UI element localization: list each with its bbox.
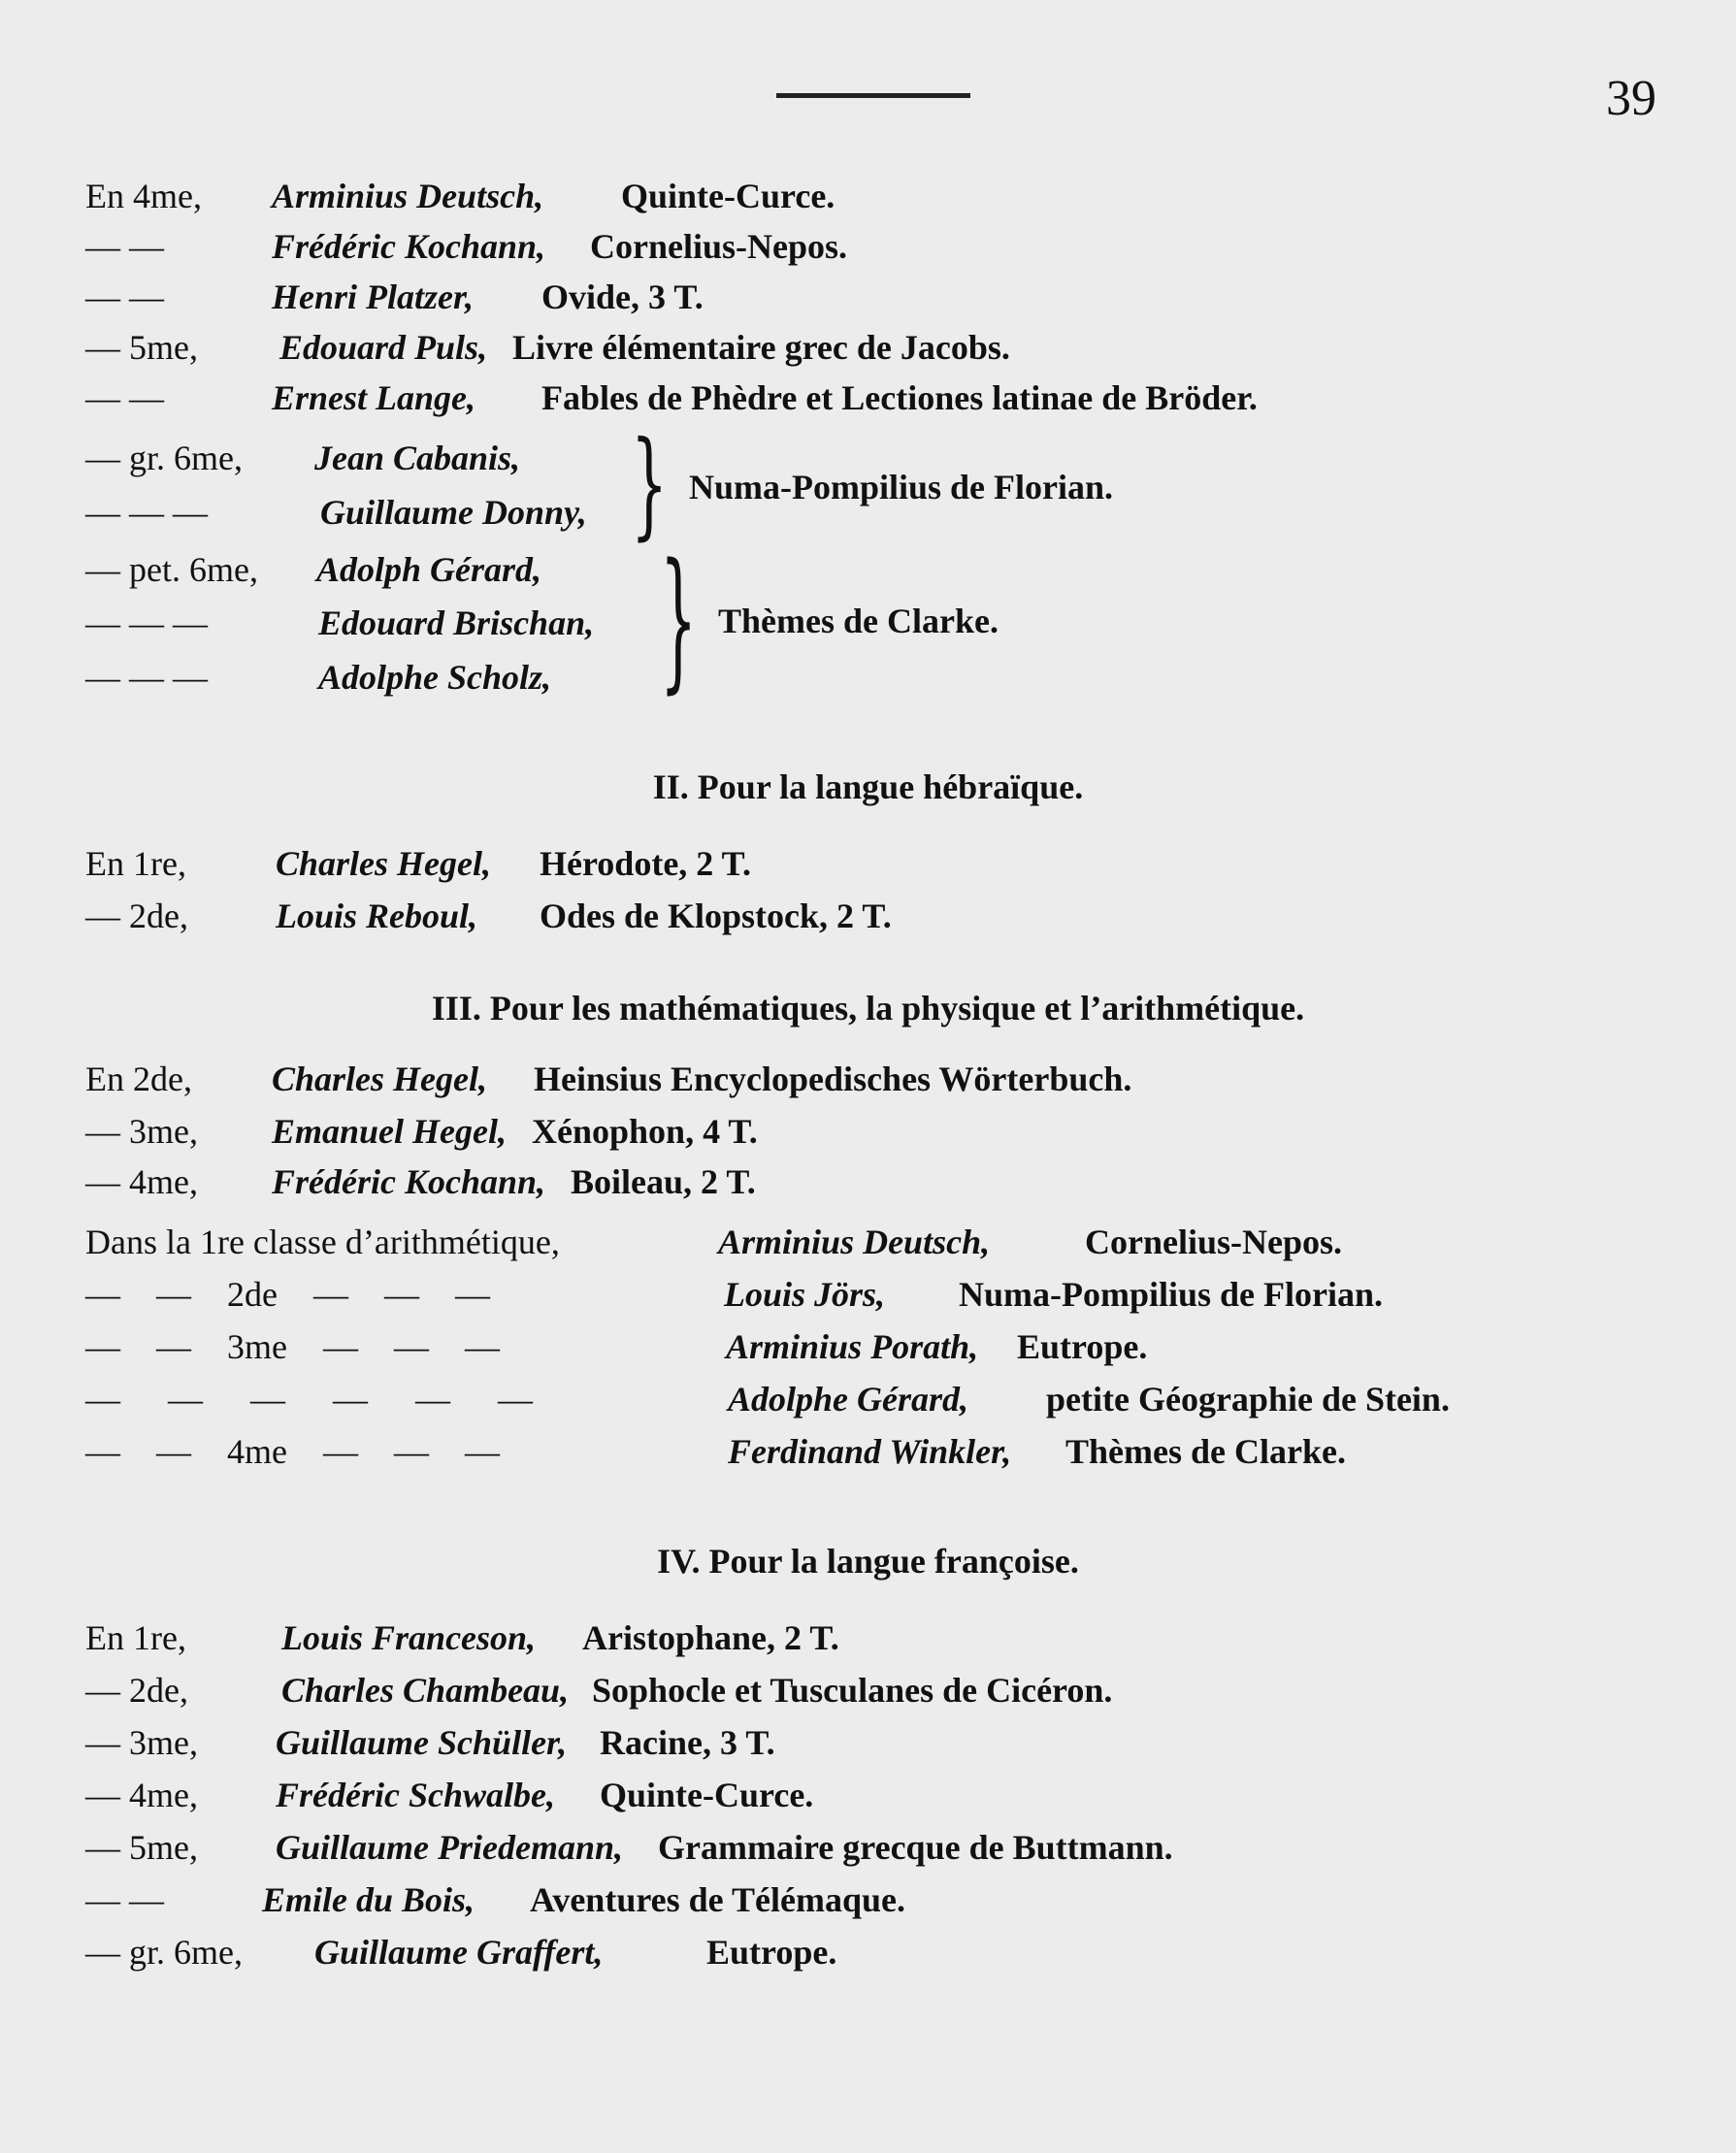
row-work: Racine, 3 T. <box>600 1723 775 1762</box>
row-name: Charles Hegel, <box>276 844 491 883</box>
row-work: Heinsius Encyclopedisches Wörterbuch. <box>534 1060 1132 1098</box>
row-name: Louis Reboul, <box>276 897 478 935</box>
row-work: Livre élémentaire grec de Jacobs. <box>512 328 1010 367</box>
row-prefix: — 3me, <box>85 1112 198 1151</box>
row-name: Charles Hegel, <box>272 1060 487 1098</box>
row-work: Ovide, 3 T. <box>541 277 704 316</box>
row-prefix: — 5me, <box>85 328 198 367</box>
page-number: 39 <box>1606 71 1656 126</box>
top-rule <box>776 93 970 98</box>
row-work: Eutrope. <box>1017 1327 1148 1366</box>
row-prefix: — 4me, <box>85 1162 198 1201</box>
row-prefix: Dans la 1re classe d’arithmétique, <box>85 1223 560 1261</box>
row-prefix: En 2de, <box>85 1060 192 1098</box>
section-heading: II. Pour la langue hébraïque. <box>652 767 1084 806</box>
row-work: Boileau, 2 T. <box>571 1162 756 1201</box>
row-prefix: En 1re, <box>85 1618 186 1657</box>
row-name: Edouard Brischan, <box>318 603 595 642</box>
row-prefix: — — — — — — <box>85 1380 533 1419</box>
row-name: Arminius Porath, <box>726 1327 979 1366</box>
row-name: Adolphe Gérard, <box>728 1380 969 1419</box>
brace-icon: } <box>631 417 669 552</box>
row-prefix: — 4me, <box>85 1776 198 1814</box>
row-name: Jean Cabanis, <box>314 439 521 477</box>
row-work: Aventures de Télémaque. <box>530 1880 905 1919</box>
row-name: Guillaume Schüller, <box>276 1723 568 1762</box>
brace-group-work: Thèmes de Clarke. <box>718 602 999 640</box>
row-name: Arminius Deutsch, <box>272 177 544 215</box>
row-work: Odes de Klopstock, 2 T. <box>540 897 892 935</box>
row-prefix: — — <box>85 277 164 316</box>
row-name: Louis Franceson, <box>281 1618 537 1657</box>
row-name: Henri Platzer, <box>272 277 475 316</box>
row-prefix: En 4me, <box>85 177 202 215</box>
row-prefix: — pet. 6me, <box>85 550 258 589</box>
row-name: Frédéric Schwalbe, <box>276 1776 555 1814</box>
row-work: Thèmes de Clarke. <box>1065 1432 1346 1471</box>
brace-icon: } <box>660 533 698 708</box>
row-prefix: — — 3me — — — <box>85 1327 500 1366</box>
row-name: Charles Chambeau, <box>281 1671 570 1710</box>
row-name: Guillaume Donny, <box>320 493 587 532</box>
row-name: Guillaume Graffert, <box>314 1933 604 1972</box>
row-name: Louis Jörs, <box>724 1275 886 1314</box>
row-name: Ernest Lange, <box>272 378 476 417</box>
row-work: Cornelius-Nepos. <box>1085 1223 1343 1261</box>
row-work: Eutrope. <box>706 1933 837 1972</box>
row-prefix: — — — <box>85 658 208 697</box>
section-heading: III. Pour les mathématiques, la physique et l’arithmétique. <box>431 989 1305 1028</box>
row-name: Ferdinand Winkler, <box>728 1432 1012 1471</box>
row-prefix: — — <box>85 1880 164 1919</box>
row-name: Guillaume Priedemann, <box>276 1828 624 1867</box>
row-work: Numa-Pompilius de Florian. <box>959 1275 1384 1314</box>
row-work: Quinte-Curce. <box>621 177 835 215</box>
row-prefix: — — <box>85 378 164 417</box>
row-prefix: — — — <box>85 603 208 642</box>
row-prefix: — — — <box>85 493 208 532</box>
section-heading: IV. Pour la langue françoise. <box>657 1542 1079 1581</box>
row-prefix: — 3me, <box>85 1723 198 1762</box>
row-work: Xénophon, 4 T. <box>532 1112 758 1151</box>
row-prefix: — 2de, <box>85 897 188 935</box>
row-work: Aristophane, 2 T. <box>582 1618 839 1657</box>
row-prefix: — — <box>85 227 164 266</box>
row-prefix: — 5me, <box>85 1828 198 1867</box>
brace-group-work: Numa-Pompilius de Florian. <box>689 468 1114 506</box>
row-name: Emanuel Hegel, <box>272 1112 507 1151</box>
row-prefix: En 1re, <box>85 844 186 883</box>
row-work: Hérodote, 2 T. <box>540 844 751 883</box>
row-prefix: — — 2de — — — <box>85 1275 490 1314</box>
row-name: Adolphe Scholz, <box>318 658 552 697</box>
row-work: Cornelius-Nepos. <box>590 227 848 266</box>
row-prefix: — gr. 6me, <box>85 1933 243 1972</box>
row-name: Adolph Gérard, <box>316 550 542 589</box>
row-work: petite Géographie de Stein. <box>1046 1380 1450 1419</box>
row-prefix: — gr. 6me, <box>85 439 243 477</box>
row-name: Edouard Puls, <box>279 328 488 367</box>
row-work: Quinte-Curce. <box>600 1776 814 1814</box>
row-work: Fables de Phèdre et Lectiones latinae de Bröder. <box>541 378 1258 417</box>
row-name: Emile du Bois, <box>262 1880 475 1919</box>
row-name: Frédéric Kochann, <box>272 227 546 266</box>
row-prefix: — — 4me — — — <box>85 1432 500 1471</box>
row-work: Grammaire grecque de Buttmann. <box>658 1828 1173 1867</box>
row-prefix: — 2de, <box>85 1671 188 1710</box>
row-work: Sophocle et Tusculanes de Cicéron. <box>592 1671 1113 1710</box>
row-name: Arminius Deutsch, <box>718 1223 991 1261</box>
row-name: Frédéric Kochann, <box>272 1162 546 1201</box>
